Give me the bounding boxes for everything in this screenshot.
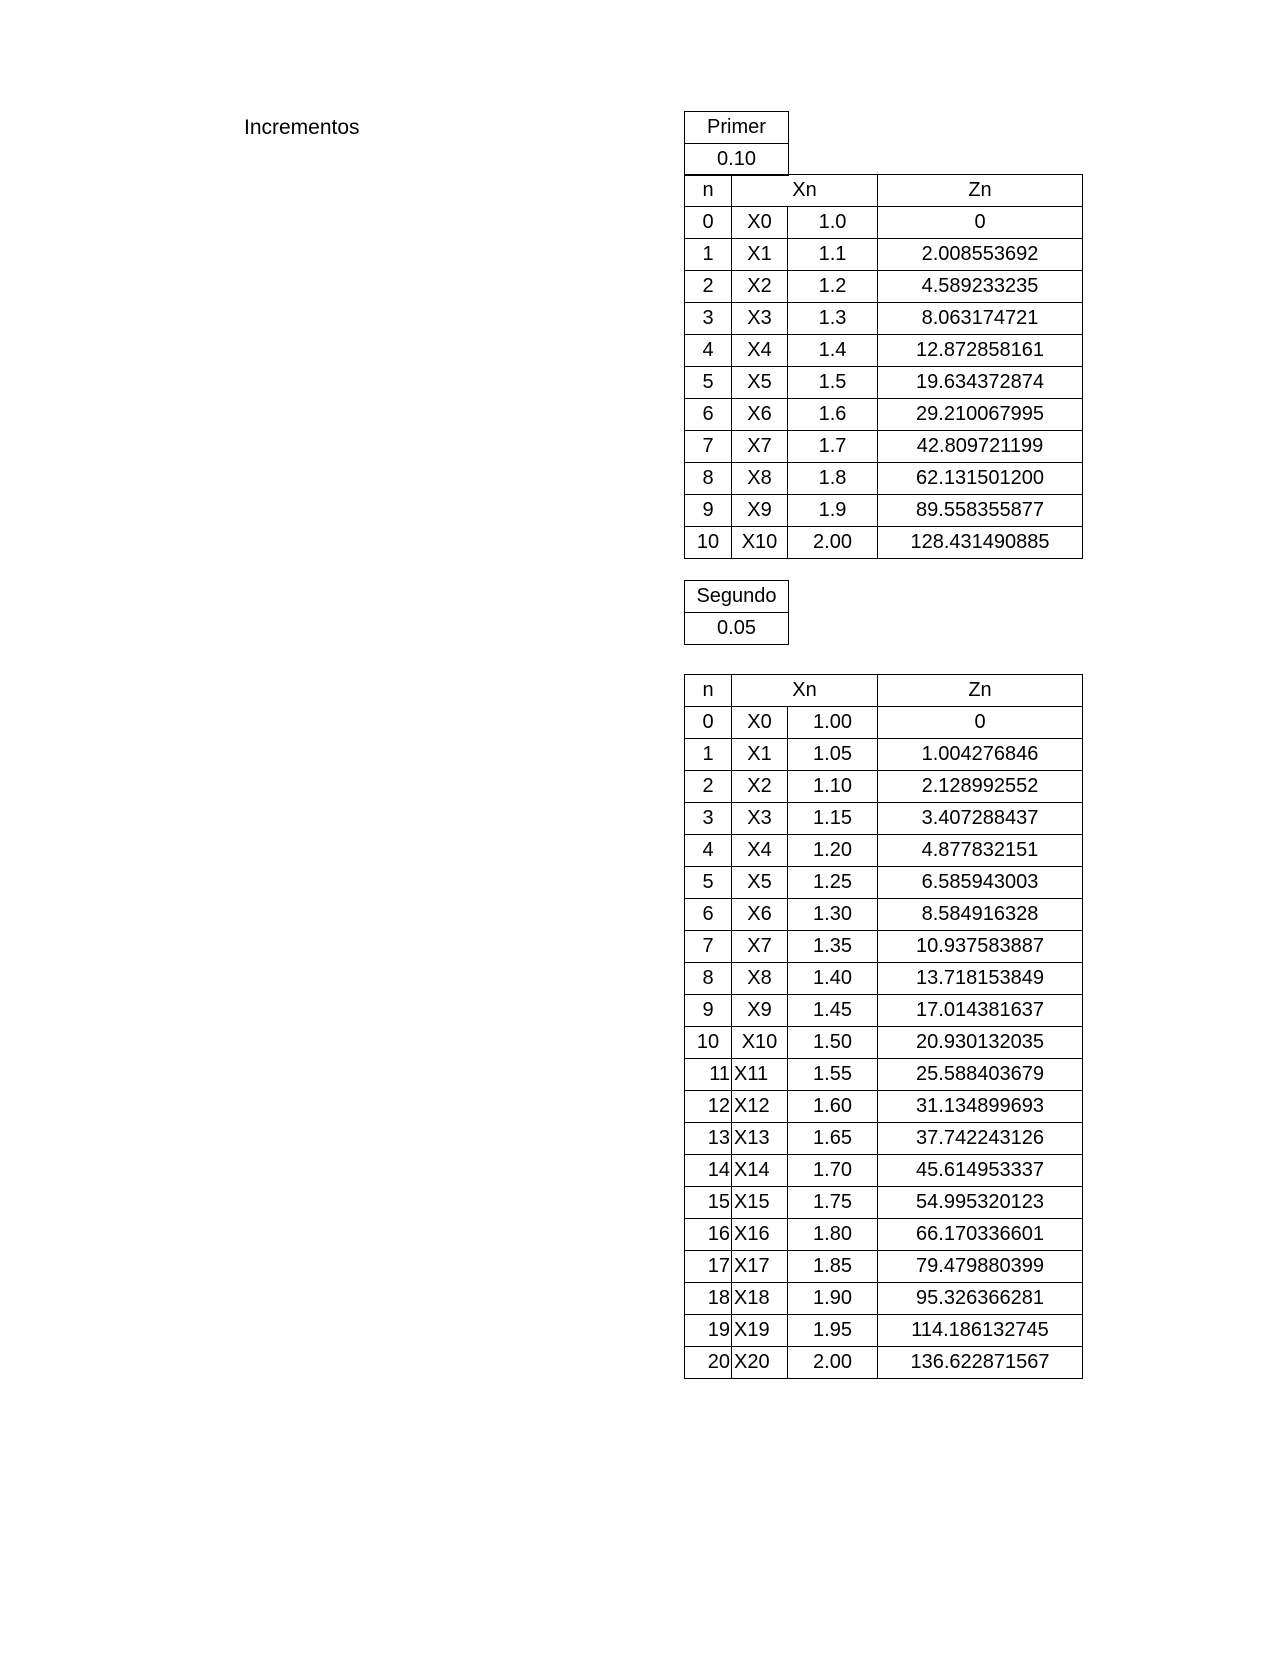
row-label-cell: X10 (732, 527, 788, 559)
table-row (685, 1315, 1083, 1347)
header-zn: Zn (878, 675, 1083, 707)
row-xn-cell: 1.5 (788, 367, 878, 399)
row-zn-cell: 37.742243126 (878, 1123, 1083, 1155)
row-zn-cell: 8.584916328 (878, 899, 1083, 931)
row-zn-cell: 3.407288437 (878, 803, 1083, 835)
table-row (685, 431, 1083, 463)
table-row (685, 1027, 1083, 1059)
row-zn-cell: 25.588403679 (878, 1059, 1083, 1091)
table-row (685, 1123, 1083, 1155)
row-n-cell: 5 (685, 867, 732, 899)
table-row (685, 867, 1083, 899)
row-n-cell: 13 (685, 1123, 732, 1155)
row-label-cell: X18 (732, 1283, 788, 1315)
row-n-cell: 9 (685, 495, 732, 527)
row-zn-cell: 17.014381637 (878, 995, 1083, 1027)
page-heading: Incrementos (244, 116, 360, 139)
row-zn-cell: 4.589233235 (878, 271, 1083, 303)
row-label-cell: X8 (732, 963, 788, 995)
row-label-cell: X11 (732, 1059, 788, 1091)
row-label-cell: X10 (732, 1027, 788, 1059)
first-increment-value: 0.10 (685, 144, 789, 176)
row-xn-cell: 1.4 (788, 335, 878, 367)
row-label-cell: X7 (732, 931, 788, 963)
table-row (685, 1187, 1083, 1219)
row-label-cell: X5 (732, 367, 788, 399)
row-zn-cell: 54.995320123 (878, 1187, 1083, 1219)
row-label-cell: X14 (732, 1155, 788, 1187)
table-row (685, 1059, 1083, 1091)
row-xn-cell: 1.70 (788, 1155, 878, 1187)
row-n-cell: 10 (685, 1027, 732, 1059)
row-n-cell: 10 (685, 527, 732, 559)
table-row (685, 495, 1083, 527)
table-row (685, 803, 1083, 835)
row-zn-cell: 128.431490885 (878, 527, 1083, 559)
row-zn-cell: 31.134899693 (878, 1091, 1083, 1123)
row-n-cell: 17 (685, 1251, 732, 1283)
row-n-cell: 6 (685, 899, 732, 931)
row-xn-cell: 1.25 (788, 867, 878, 899)
row-n-cell: 12 (685, 1091, 732, 1123)
row-zn-cell: 19.634372874 (878, 367, 1083, 399)
row-zn-cell: 13.718153849 (878, 963, 1083, 995)
row-zn-cell: 10.937583887 (878, 931, 1083, 963)
table-row (685, 1283, 1083, 1315)
row-xn-cell: 1.90 (788, 1283, 878, 1315)
row-zn-cell: 45.614953337 (878, 1155, 1083, 1187)
row-n-cell: 4 (685, 335, 732, 367)
row-xn-cell: 1.3 (788, 303, 878, 335)
row-label-cell: X9 (732, 995, 788, 1027)
row-n-cell: 11 (685, 1059, 732, 1091)
row-zn-cell: 114.186132745 (878, 1315, 1083, 1347)
row-label-cell: X2 (732, 771, 788, 803)
row-zn-cell: 12.872858161 (878, 335, 1083, 367)
row-zn-cell: 1.004276846 (878, 739, 1083, 771)
row-zn-cell: 8.063174721 (878, 303, 1083, 335)
row-xn-cell: 1.15 (788, 803, 878, 835)
row-xn-cell: 1.10 (788, 771, 878, 803)
row-n-cell: 9 (685, 995, 732, 1027)
table-row (685, 771, 1083, 803)
row-xn-cell: 1.40 (788, 963, 878, 995)
table-row (685, 835, 1083, 867)
row-xn-cell: 1.95 (788, 1315, 878, 1347)
row-xn-cell: 1.80 (788, 1219, 878, 1251)
row-n-cell: 16 (685, 1219, 732, 1251)
table-row (685, 207, 1083, 239)
row-n-cell: 3 (685, 303, 732, 335)
row-label-cell: X20 (732, 1347, 788, 1379)
row-label-cell: X1 (732, 739, 788, 771)
row-xn-cell: 1.50 (788, 1027, 878, 1059)
table-row (685, 527, 1083, 559)
table-header-row (685, 175, 1083, 207)
row-label-cell: X0 (732, 707, 788, 739)
table-row (685, 707, 1083, 739)
row-label-cell: X3 (732, 803, 788, 835)
row-label-cell: X5 (732, 867, 788, 899)
row-zn-cell: 4.877832151 (878, 835, 1083, 867)
row-zn-cell: 89.558355877 (878, 495, 1083, 527)
row-label-cell: X17 (732, 1251, 788, 1283)
table-row (685, 367, 1083, 399)
row-n-cell: 2 (685, 271, 732, 303)
row-n-cell: 3 (685, 803, 732, 835)
row-n-cell: 14 (685, 1155, 732, 1187)
row-label-cell: X19 (732, 1315, 788, 1347)
row-xn-cell: 1.00 (788, 707, 878, 739)
header-n: n (685, 675, 732, 707)
row-zn-cell: 95.326366281 (878, 1283, 1083, 1315)
row-zn-cell: 6.585943003 (878, 867, 1083, 899)
first-increment-box (684, 111, 789, 176)
header-n: n (685, 175, 732, 207)
table-row (685, 1347, 1083, 1379)
table-row (685, 239, 1083, 271)
table-row (685, 1155, 1083, 1187)
row-xn-cell: 1.55 (788, 1059, 878, 1091)
row-label-cell: X0 (732, 207, 788, 239)
second-results-table (684, 674, 1083, 1379)
table-row (685, 963, 1083, 995)
first-increment-label: Primer (685, 112, 789, 144)
table-row (685, 271, 1083, 303)
row-xn-cell: 1.05 (788, 739, 878, 771)
row-n-cell: 0 (685, 707, 732, 739)
header-xn: Xn (732, 175, 878, 207)
row-label-cell: X4 (732, 335, 788, 367)
row-zn-cell: 20.930132035 (878, 1027, 1083, 1059)
row-label-cell: X7 (732, 431, 788, 463)
row-zn-cell: 62.131501200 (878, 463, 1083, 495)
row-n-cell: 7 (685, 931, 732, 963)
row-label-cell: X1 (732, 239, 788, 271)
table-row (685, 1219, 1083, 1251)
second-increment-value: 0.05 (685, 613, 789, 645)
header-zn: Zn (878, 175, 1083, 207)
row-xn-cell: 1.0 (788, 207, 878, 239)
row-xn-cell: 1.30 (788, 899, 878, 931)
row-n-cell: 8 (685, 963, 732, 995)
row-label-cell: X16 (732, 1219, 788, 1251)
row-zn-cell: 66.170336601 (878, 1219, 1083, 1251)
row-zn-cell: 0 (878, 707, 1083, 739)
table-row (685, 739, 1083, 771)
row-label-cell: X6 (732, 399, 788, 431)
row-n-cell: 2 (685, 771, 732, 803)
table-row (685, 899, 1083, 931)
row-label-cell: X3 (732, 303, 788, 335)
row-n-cell: 5 (685, 367, 732, 399)
table-row (685, 335, 1083, 367)
row-xn-cell: 1.35 (788, 931, 878, 963)
row-label-cell: X15 (732, 1187, 788, 1219)
table-row (685, 995, 1083, 1027)
row-zn-cell: 136.622871567 (878, 1347, 1083, 1379)
header-xn: Xn (732, 675, 878, 707)
row-xn-cell: 1.7 (788, 431, 878, 463)
second-increment-label: Segundo (685, 581, 789, 613)
row-xn-cell: 1.2 (788, 271, 878, 303)
row-zn-cell: 42.809721199 (878, 431, 1083, 463)
row-n-cell: 1 (685, 239, 732, 271)
table-header-row (685, 675, 1083, 707)
row-xn-cell: 1.75 (788, 1187, 878, 1219)
row-n-cell: 8 (685, 463, 732, 495)
row-label-cell: X4 (732, 835, 788, 867)
row-n-cell: 15 (685, 1187, 732, 1219)
row-n-cell: 20 (685, 1347, 732, 1379)
row-label-cell: X13 (732, 1123, 788, 1155)
row-n-cell: 7 (685, 431, 732, 463)
row-xn-cell: 2.00 (788, 1347, 878, 1379)
table-row (685, 1091, 1083, 1123)
row-label-cell: X6 (732, 899, 788, 931)
row-n-cell: 0 (685, 207, 732, 239)
row-n-cell: 6 (685, 399, 732, 431)
row-zn-cell: 29.210067995 (878, 399, 1083, 431)
row-zn-cell: 2.128992552 (878, 771, 1083, 803)
row-label-cell: X2 (732, 271, 788, 303)
row-label-cell: X12 (732, 1091, 788, 1123)
row-zn-cell: 0 (878, 207, 1083, 239)
row-xn-cell: 1.85 (788, 1251, 878, 1283)
row-xn-cell: 1.6 (788, 399, 878, 431)
row-xn-cell: 1.9 (788, 495, 878, 527)
row-xn-cell: 1.60 (788, 1091, 878, 1123)
row-xn-cell: 1.8 (788, 463, 878, 495)
row-zn-cell: 2.008553692 (878, 239, 1083, 271)
row-xn-cell: 1.65 (788, 1123, 878, 1155)
row-xn-cell: 1.45 (788, 995, 878, 1027)
table-row (685, 399, 1083, 431)
table-row (685, 1251, 1083, 1283)
table-row (685, 931, 1083, 963)
row-zn-cell: 79.479880399 (878, 1251, 1083, 1283)
row-n-cell: 1 (685, 739, 732, 771)
row-n-cell: 4 (685, 835, 732, 867)
first-results-table (684, 174, 1083, 559)
row-n-cell: 18 (685, 1283, 732, 1315)
second-increment-box (684, 580, 789, 645)
row-xn-cell: 1.1 (788, 239, 878, 271)
row-xn-cell: 2.00 (788, 527, 878, 559)
table-row (685, 463, 1083, 495)
row-n-cell: 19 (685, 1315, 732, 1347)
row-label-cell: X9 (732, 495, 788, 527)
table-row (685, 303, 1083, 335)
row-xn-cell: 1.20 (788, 835, 878, 867)
row-label-cell: X8 (732, 463, 788, 495)
